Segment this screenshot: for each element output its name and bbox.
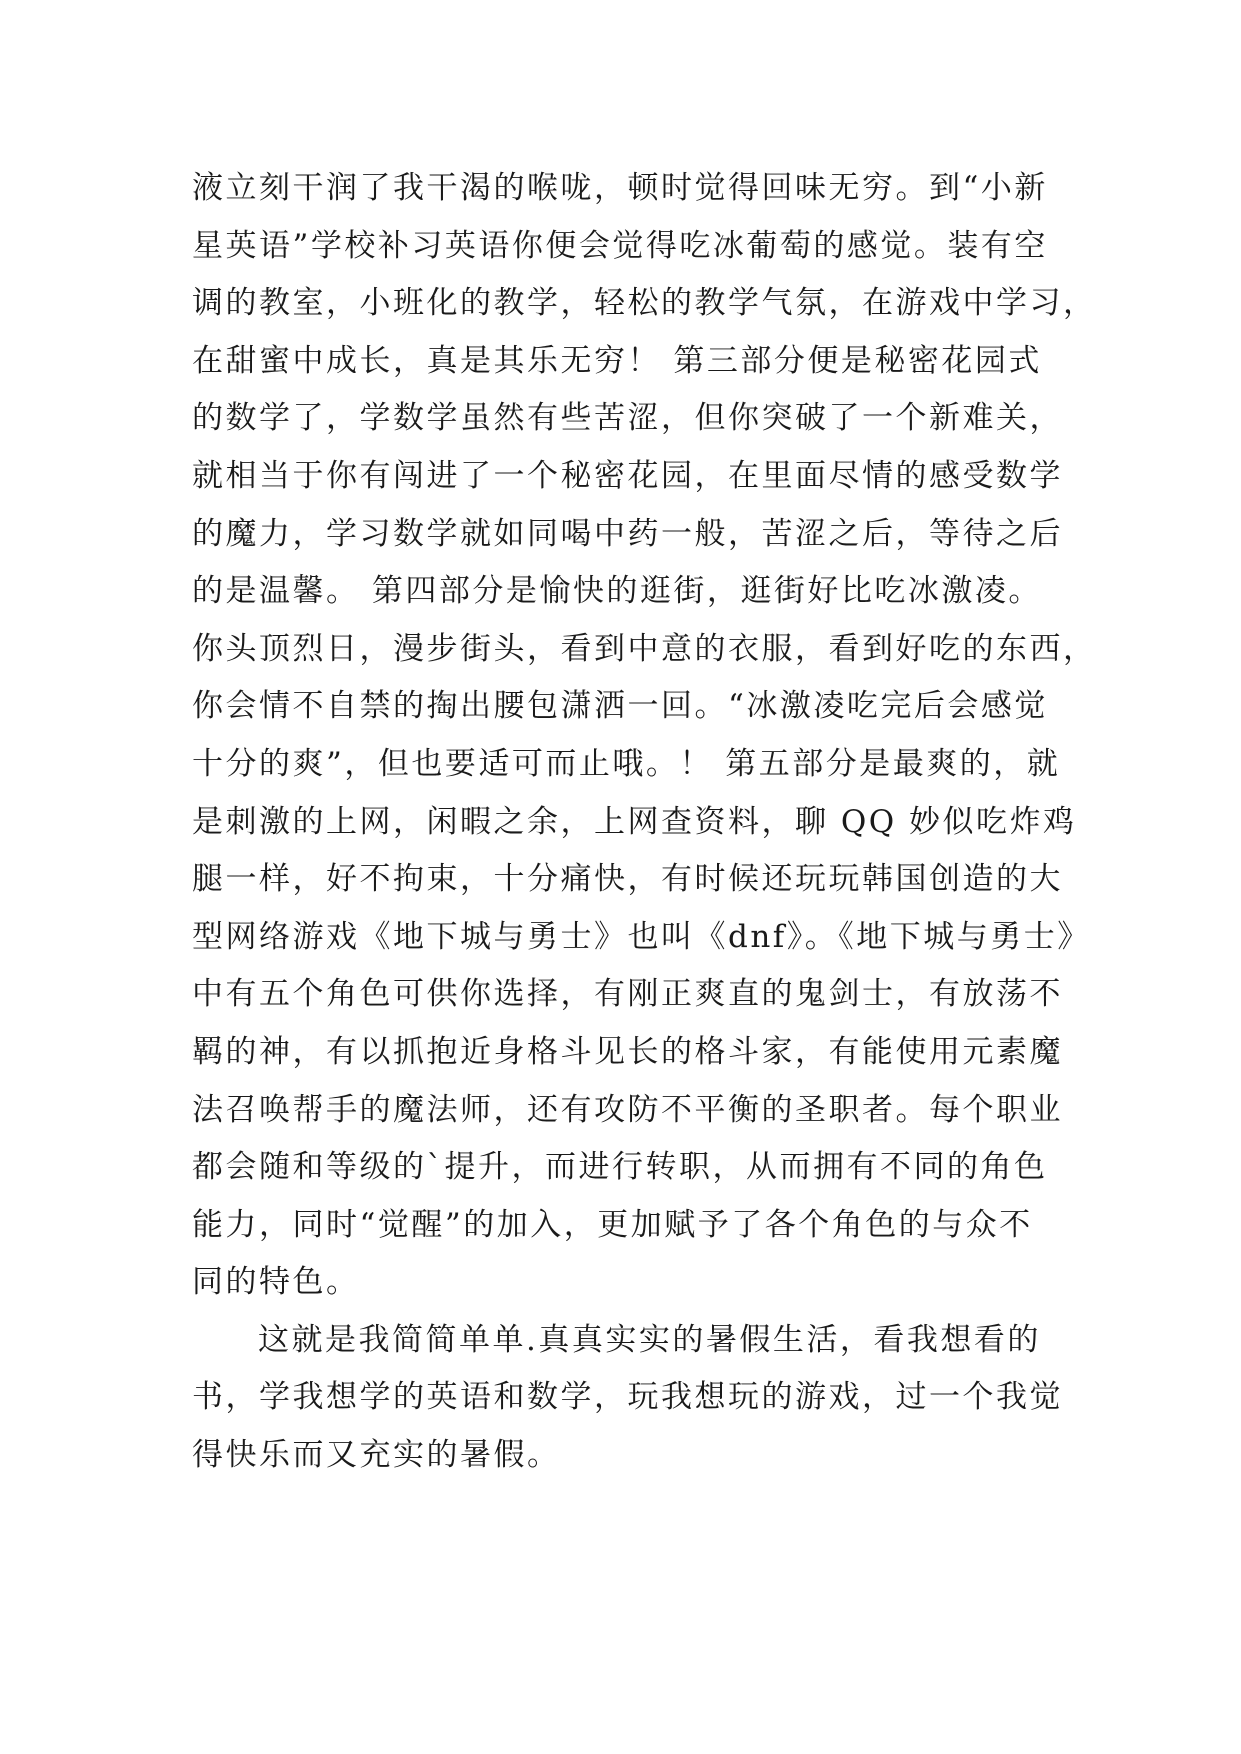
body-text (192, 160, 1097, 1485)
text-line: 法召唤帮手的魔法师，还有攻防不平衡的圣职者。每个职业 (192, 1091, 1063, 1128)
text-line: 星英语”学校补习英语你便会觉得吃冰葡萄的感觉。装有空 (192, 227, 1048, 264)
text-line: 就相当于你有闯进了一个秘密花园，在里面尽情的感受数学 (192, 457, 1063, 494)
text-line: 羁的神，有以抓抱近身格斗见长的格斗家，有能使用元素魔 (192, 1033, 1063, 1070)
text-line: 是刺激的上网，闲暇之余，上网查资料，聊 QQ 妙似吃炸鸡 (192, 803, 1077, 840)
text-line: 能力，同时“觉醒”的加入，更加赋予了各个角色的与众不 (192, 1206, 1033, 1243)
text-line: 都会随和等级的`提升，而进行转职，从而拥有不同的角色 (192, 1149, 1048, 1186)
text-line: 的是温馨。 第四部分是愉快的逛街，逛街好比吃冰激凌。 (192, 573, 1042, 610)
text-line: 调的教室，小班化的教学，轻松的教学气氛，在游戏中学习， (192, 285, 1097, 322)
text-line: 你会情不自禁的掏出腰包潇洒一回。“冰激凌吃完后会感觉 (192, 688, 1048, 725)
text-line: 你头顶烈日，漫步街头，看到中意的衣服，看到好吃的东西， (192, 630, 1097, 667)
text-line: 得快乐而又充实的暑假。 (192, 1437, 561, 1474)
text-line: 书，学我想学的英语和数学，玩我想玩的游戏，过一个我觉 (192, 1379, 1063, 1416)
text-line: 在甜蜜中成长，真是其乐无穷！ 第三部分便是秘密花园式 (192, 342, 1042, 379)
text-line: 腿一样，好不拘束，十分痛快，有时候还玩玩韩国创造的大 (192, 861, 1063, 898)
text-line: 型网络游戏《地下城与勇士》也叫《dnf》。《地下城与勇士》 (192, 918, 1091, 955)
text-line: 同的特色。 (192, 1264, 360, 1301)
text-line: 中有五个角色可供你选择，有刚正爽直的鬼剑士，有放荡不 (192, 976, 1063, 1013)
paragraph-2 (192, 1312, 1072, 1485)
text-line: 的数学了，学数学虽然有些苦涩，但你突破了一个新难关， (192, 400, 1063, 437)
text-line: 的魔力，学习数学就如同喝中药一般，苦涩之后，等待之后 (192, 515, 1063, 552)
text-line: 液立刻干润了我干渴的喉咙，顿时觉得回味无穷。到“小新 (192, 170, 1048, 206)
text-line: 十分的爽”，但也要适可而止哦。！ 第五部分是最爽的，就 (192, 745, 1061, 782)
paragraph-1 (192, 160, 1097, 1312)
text-line: 这就是我简简单单.真真实实的暑假生活，看我想看的 (258, 1321, 1041, 1358)
